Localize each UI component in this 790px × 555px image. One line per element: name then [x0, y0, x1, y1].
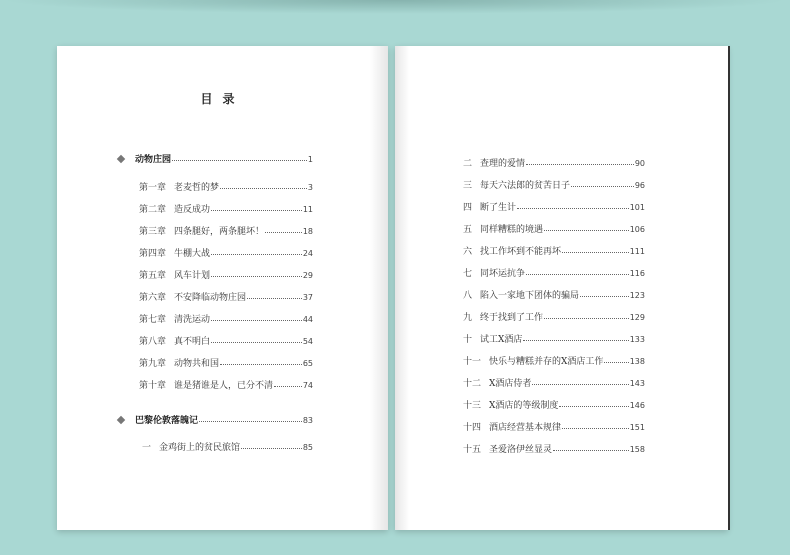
leader-dots [517, 207, 629, 209]
chapter-title: 四条腿好，两条腿坏！ [174, 227, 265, 237]
chapter-title: 试工X酒店 [480, 335, 523, 345]
toc-entry[interactable] [139, 268, 313, 281]
leader-dots [559, 405, 628, 407]
chapter-title: 牛棚大战 [174, 249, 211, 259]
chapter-title: 找工作坏到不能再坏 [480, 247, 562, 257]
page-number: 24 [302, 249, 313, 258]
page-number: 83 [302, 416, 313, 425]
chapter-title: 终于找到了工作 [480, 313, 544, 323]
leader-dots [274, 385, 302, 387]
leader-dots [220, 187, 307, 189]
chapter-title: X酒店侍者 [489, 379, 532, 389]
leader-dots [562, 251, 629, 253]
toc-entry[interactable] [463, 288, 645, 301]
page-number: 96 [634, 181, 645, 190]
chapter-title: 老麦哲的梦 [174, 183, 220, 193]
page-number: 29 [302, 271, 313, 280]
chapter-title: 断了生计 [480, 203, 517, 213]
chapter-number: 十二 [463, 379, 482, 389]
leader-dots [562, 427, 629, 429]
toc-entry[interactable] [463, 244, 645, 257]
part-title: 巴黎伦敦落魄记 [135, 416, 199, 426]
chapter-title: X酒店的等级制度 [489, 401, 559, 411]
chapter-number: 十一 [463, 357, 482, 367]
toc-entry[interactable] [139, 334, 313, 347]
page-number: 18 [302, 227, 313, 236]
toc-entry[interactable] [139, 224, 313, 237]
leader-dots [553, 449, 629, 451]
toc-part-2[interactable] [135, 413, 313, 426]
toc-entry[interactable] [463, 420, 645, 433]
chapter-number: 第九章 [139, 359, 167, 369]
leader-dots [526, 163, 634, 165]
chapter-title: 真不明白 [174, 337, 211, 347]
toc-entry[interactable] [139, 290, 313, 303]
page-number: 143 [629, 379, 645, 388]
leader-dots [220, 363, 302, 365]
chapter-number: 十五 [463, 445, 482, 455]
toc-entry[interactable] [463, 376, 645, 389]
leader-dots [532, 383, 628, 385]
chapter-number: 十 [463, 335, 473, 345]
page-number: 11 [302, 205, 313, 214]
toc-entry[interactable] [463, 332, 645, 345]
page-number: 138 [629, 357, 645, 366]
leader-dots [580, 295, 629, 297]
toc-entry[interactable] [463, 442, 645, 455]
page-number: 116 [629, 269, 645, 278]
leader-dots [571, 185, 634, 187]
toc-entry[interactable] [463, 354, 645, 367]
toc-entry[interactable] [463, 200, 645, 213]
leader-dots [172, 159, 307, 161]
chapter-number: 第八章 [139, 337, 167, 347]
page-number: 65 [302, 359, 313, 368]
page-number: 3 [307, 183, 313, 192]
chapter-title: 风车计划 [174, 271, 211, 281]
leader-dots [211, 209, 302, 211]
toc-entry[interactable] [142, 440, 313, 453]
chapter-title: 酒店经营基本规律 [489, 423, 562, 433]
page-number: 146 [629, 401, 645, 410]
chapter-number: 四 [463, 203, 473, 213]
page-number: 111 [629, 247, 645, 256]
toc-entry[interactable] [139, 312, 313, 325]
chapter-title: 造反成功 [174, 205, 211, 215]
leader-dots [523, 339, 628, 341]
chapter-number: 二 [463, 159, 473, 169]
toc-entry[interactable] [463, 222, 645, 235]
chapter-title: 查理的爱情 [480, 159, 526, 169]
gutter-shade-left [370, 46, 388, 530]
chapter-number: 三 [463, 181, 473, 191]
chapter-number: 五 [463, 225, 473, 235]
leader-dots [544, 229, 629, 231]
toc-entry[interactable] [139, 246, 313, 259]
toc-entry[interactable] [463, 156, 645, 169]
page-number: 101 [629, 203, 645, 212]
page-number: 158 [629, 445, 645, 454]
chapter-number: 第二章 [139, 205, 167, 215]
toc-entry[interactable] [463, 310, 645, 323]
leader-dots [544, 317, 629, 319]
page-number: 129 [629, 313, 645, 322]
chapter-number: 第十章 [139, 381, 167, 391]
leader-dots [211, 319, 302, 321]
right-page [395, 46, 728, 530]
chapter-title: 同样糟糕的境遇 [480, 225, 544, 235]
toc-entry[interactable] [139, 378, 313, 391]
leader-dots [265, 231, 302, 233]
toc-entry[interactable] [139, 356, 313, 369]
leader-dots [211, 341, 302, 343]
toc-part-1[interactable] [135, 152, 313, 165]
chapter-number: 九 [463, 313, 473, 323]
chapter-number: 七 [463, 269, 473, 279]
chapter-number: 第六章 [139, 293, 167, 303]
page-number: 37 [302, 293, 313, 302]
chapter-number: 一 [142, 443, 152, 453]
chapter-title: 圣爱洛伊丝显灵 [489, 445, 553, 455]
leader-dots [211, 253, 302, 255]
leader-dots [241, 447, 302, 449]
toc-title: 目录 [200, 92, 245, 106]
page-edge [728, 46, 730, 530]
page-number: 74 [302, 381, 313, 390]
page-number: 1 [307, 155, 313, 164]
toc-entry[interactable] [139, 180, 313, 193]
leader-dots [199, 420, 302, 422]
chapter-title: 陷入一家地下团体的骗局 [480, 291, 580, 301]
page-number: 54 [302, 337, 313, 346]
toc-entry[interactable] [463, 178, 645, 191]
chapter-number: 六 [463, 247, 473, 257]
toc-entry[interactable] [139, 202, 313, 215]
chapter-title: 不安降临动物庄园 [174, 293, 247, 303]
chapter-number: 第三章 [139, 227, 167, 237]
leader-dots [247, 297, 302, 299]
chapter-number: 第一章 [139, 183, 167, 193]
page-number: 151 [629, 423, 645, 432]
leader-dots [604, 361, 628, 363]
leader-dots [211, 275, 302, 277]
toc-entry[interactable] [463, 266, 645, 279]
chapter-title: 动物共和国 [174, 359, 220, 369]
chapter-title: 清洗运动 [174, 315, 211, 325]
chapter-title: 快乐与糟糕并存的X酒店工作 [489, 357, 604, 367]
chapter-number: 八 [463, 291, 473, 301]
chapter-number: 第五章 [139, 271, 167, 281]
part-title: 动物庄园 [135, 155, 172, 165]
leader-dots [526, 273, 629, 275]
part-bullet-icon [117, 416, 125, 424]
page-number: 123 [629, 291, 645, 300]
page-number: 85 [302, 443, 313, 452]
chapter-title: 每天六法郎的贫苦日子 [480, 181, 571, 191]
page-number: 44 [302, 315, 313, 324]
page-number: 90 [634, 159, 645, 168]
part-bullet-icon [117, 155, 125, 163]
top-shadow [0, 0, 790, 14]
toc-entry[interactable] [463, 398, 645, 411]
chapter-number: 十三 [463, 401, 482, 411]
left-page [57, 46, 388, 530]
page-number: 133 [629, 335, 645, 344]
chapter-number: 第四章 [139, 249, 167, 259]
page-number: 106 [629, 225, 645, 234]
gutter-shade-right [395, 46, 409, 530]
chapter-title: 同坏运抗争 [480, 269, 526, 279]
chapter-number: 第七章 [139, 315, 167, 325]
chapter-number: 十四 [463, 423, 482, 433]
chapter-title: 谁是猪谁是人，已分不清 [174, 381, 274, 391]
chapter-title: 金鸡街上的贫民旅馆 [159, 443, 241, 453]
